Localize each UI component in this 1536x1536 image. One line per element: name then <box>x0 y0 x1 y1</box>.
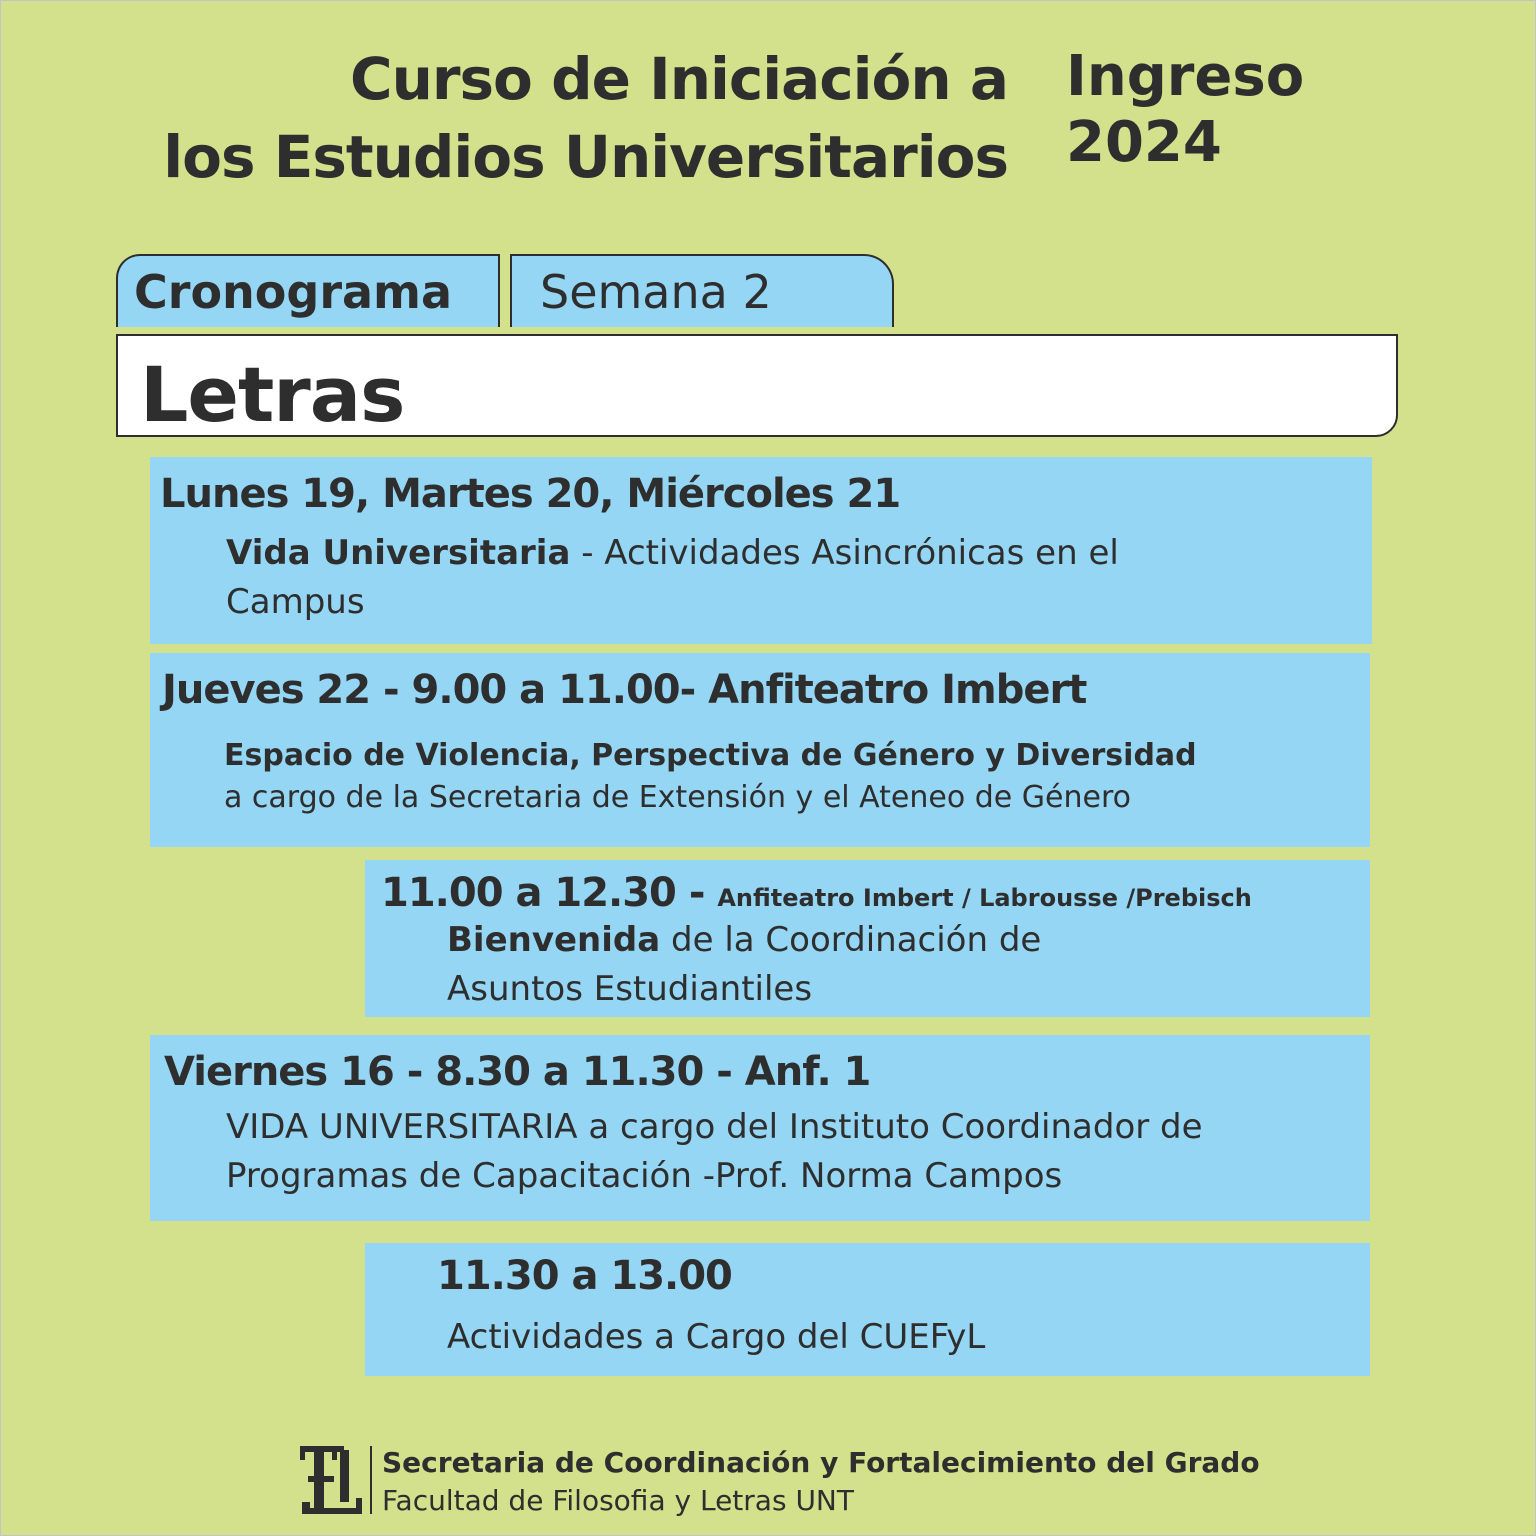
block-heading: Jueves 22 - 9.00 a 11.00- Anfiteatro Imbert <box>162 667 1087 713</box>
title-line-2: los Estudios Universitarios <box>163 123 1008 191</box>
schedule-block-4 <box>150 1035 1370 1221</box>
ingreso-year <box>1066 44 1304 176</box>
block-text-line1: VIDA UNIVERSITARIA a cargo del Instituto Coordinador de <box>226 1107 1203 1147</box>
block-heading: 11.30 a 13.00 <box>437 1253 732 1299</box>
block-text <box>447 916 1370 1014</box>
ingreso-label: Ingreso <box>1066 44 1305 109</box>
block-text: Actividades a Cargo del CUEFyL <box>447 1317 986 1357</box>
block-heading: Viernes 16 - 8.30 a 11.30 - Anf. 1 <box>164 1049 871 1095</box>
block-heading: Lunes 19, Martes 20, Miércoles 21 <box>160 471 901 517</box>
footer <box>382 1444 1260 1520</box>
schedule-block-5 <box>365 1243 1370 1376</box>
title-line-1: Curso de Iniciación a <box>350 45 1008 113</box>
tab-semana: Semana 2 <box>510 254 894 327</box>
footer-divider <box>370 1446 372 1514</box>
block-text <box>224 735 1370 819</box>
block-text <box>226 529 1372 627</box>
block-bold-text: Bienvenida <box>447 920 661 960</box>
year-label: 2024 <box>1066 110 1222 175</box>
block-text-line1: de la Coordinación de <box>660 920 1042 960</box>
block-heading <box>381 870 1370 916</box>
schedule-block-1 <box>150 457 1372 644</box>
page-title <box>163 40 1008 196</box>
block-text-line2: Programas de Capacitación -Prof. Norma Campos <box>226 1156 1063 1196</box>
tab-cronograma: Cronograma <box>116 254 500 327</box>
footer-line-1: Secretaria de Coordinación y Fortalecimiento del Grado <box>382 1446 1260 1479</box>
block-heading-venue: Anfiteatro Imbert / Labrousse /Prebisch <box>717 884 1252 912</box>
schedule-block-2 <box>150 653 1370 847</box>
block-bold-text: Espacio de Violencia, Perspectiva de Género y Diversidad <box>224 738 1197 773</box>
block-text-line2: Asuntos Estudiantiles <box>447 969 813 1009</box>
footer-line-2: Facultad de Filosofia y Letras UNT <box>382 1484 854 1517</box>
block-text-line1: a cargo de la Secretaria de Extensión y el Ateneo de Género <box>224 780 1131 815</box>
block-text-line2: Campus <box>226 582 365 622</box>
section-title: Letras <box>116 334 1398 437</box>
block-heading-time: 11.00 a 12.30 - <box>381 870 718 916</box>
schedule-block-3 <box>365 860 1370 1017</box>
block-bold-text: Vida Universitaria <box>226 533 571 573</box>
block-text <box>226 1103 1370 1201</box>
block-text-line1: - Actividades Asincrónicas en el <box>570 533 1119 573</box>
faculty-logo-icon <box>296 1444 366 1516</box>
